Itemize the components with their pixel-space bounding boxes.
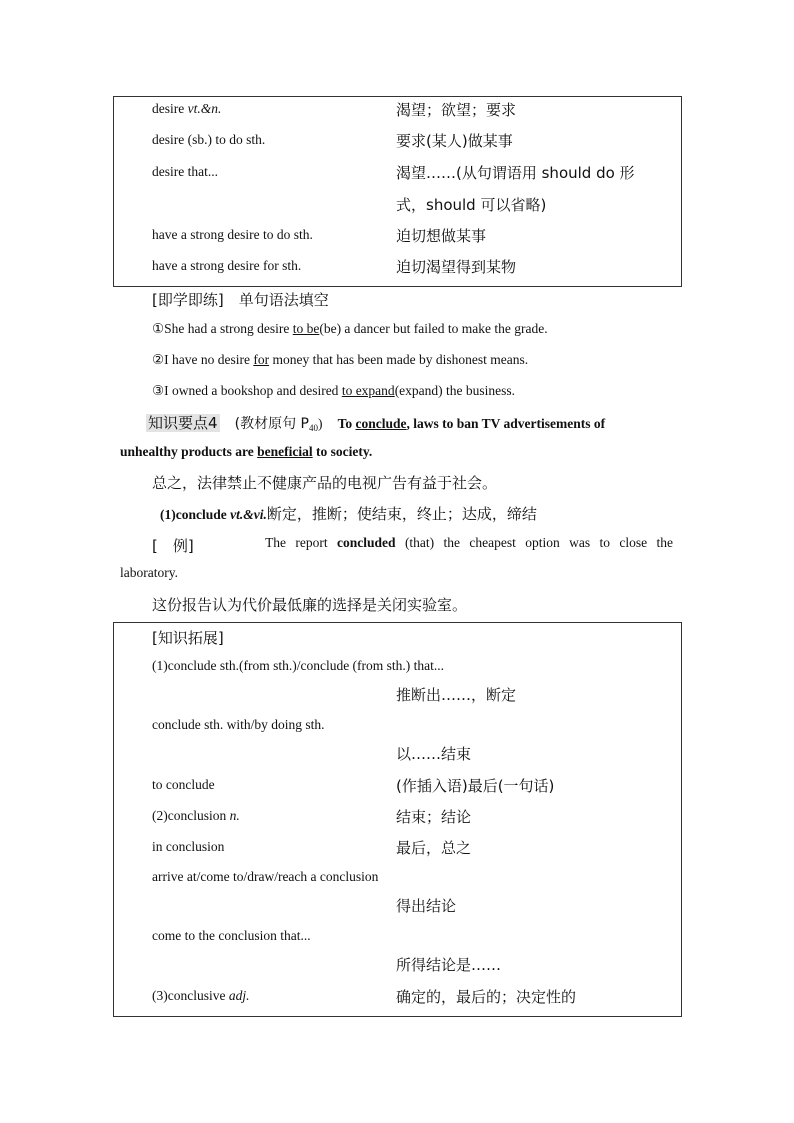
answer-1: to be: [292, 321, 320, 336]
box2-row-1-en: (1)conclude sth.(from sth.)/conclude (from sth.) that...: [152, 658, 445, 673]
box1-row-3-en: desire that...: [152, 164, 218, 179]
box2-row-6-zh: 结束；结论: [396, 808, 472, 826]
point4-line-1: 知识要点4 (教材原句 $P_{40}$) To conclude, laws to ban TV advertisements of: [148, 414, 606, 433]
box2-row-12-zh: 确定的，最后的；决定性的: [396, 988, 577, 1006]
practice-item-2: ②I have no desire for money that has been made by dishonest means.: [152, 352, 529, 367]
box2-row-7-zh: 最后，总之: [396, 839, 472, 857]
point4-line-2: unhealthy products are beneficial to society.: [120, 444, 373, 459]
box2-row-5-zh: (作插入语)最后(一句话): [396, 777, 555, 795]
practice-heading: [即学即练] 单句语法填空: [152, 291, 329, 309]
example-line-2: laboratory.: [120, 565, 178, 580]
box1-row-2-en: desire (sb.) to do sth.: [152, 132, 266, 147]
box2-row-10-en: come to the conclusion that...: [152, 928, 311, 943]
box1-row-5-en: have a strong desire to do sth.: [152, 227, 313, 242]
box1-row-3-zh: 渴望……(从句谓语用 should do 形: [396, 164, 635, 182]
point-tag: 知识要点4: [148, 414, 218, 432]
box2-row-12-en: (3)conclusive adj.: [152, 988, 250, 1003]
box1-row-2-zh: 要求(某人)做某事: [396, 132, 513, 150]
box2-row-5-en: to conclude: [152, 777, 215, 792]
practice-item-1: ①She had a strong desire to be(be) a dancer but failed to make the grade.: [152, 321, 548, 336]
answer-3: to expand: [341, 383, 395, 398]
example-translation: 这份报告认为代价最低廉的选择是关闭实验室。: [152, 596, 468, 614]
box2-row-2-zh: 推断出……，断定: [396, 686, 517, 704]
box2-heading: [知识拓展]: [152, 629, 224, 647]
box2-row-6-en: (2)conclusion n.: [152, 808, 240, 823]
box2-row-11-zh: 所得结论是……: [396, 956, 502, 974]
practice-item-3: ③I owned a bookshop and desired to expand(expand) the business.: [152, 383, 516, 398]
point4-translation: 总之，法律禁止不健康产品的电视广告有益于社会。: [152, 474, 498, 492]
box1-row-5-zh: 迫切想做某事: [396, 227, 487, 245]
box2-row-4-zh: 以……结束: [396, 745, 472, 763]
box1-row-1-zh: 渴望；欲望；要求: [396, 101, 517, 119]
example-label: [ 例]: [152, 537, 194, 555]
box1-row-6-zh: 迫切渴望得到某物: [396, 258, 517, 276]
box2-row-3-en: conclude sth. with/by doing sth.: [152, 717, 325, 732]
box1-row-6-en: have a strong desire for sth.: [152, 258, 302, 273]
example-line-1: [ 例] The report concluded (that) the cheapest option was to close the: [152, 535, 673, 555]
definition-line: (1)conclude vt.&vi.断定，推断；使结束，终止；达成，缔结: [160, 505, 537, 523]
box2-row-9-zh: 得出结论: [396, 897, 457, 915]
box2-row-8-en: arrive at/come to/draw/reach a conclusion: [152, 869, 379, 884]
answer-2: for: [253, 352, 270, 367]
box1-row-1-en: desire vt.&n.: [152, 101, 222, 116]
vocab-box-conclude: [113, 622, 682, 1017]
box1-row-4-zh: 式，should 可以省略): [396, 196, 547, 214]
vocab-box-desire: [113, 96, 682, 287]
box2-row-7-en: in conclusion: [152, 839, 225, 854]
source-ref: (教材原句 $P_{40}$): [234, 416, 323, 433]
